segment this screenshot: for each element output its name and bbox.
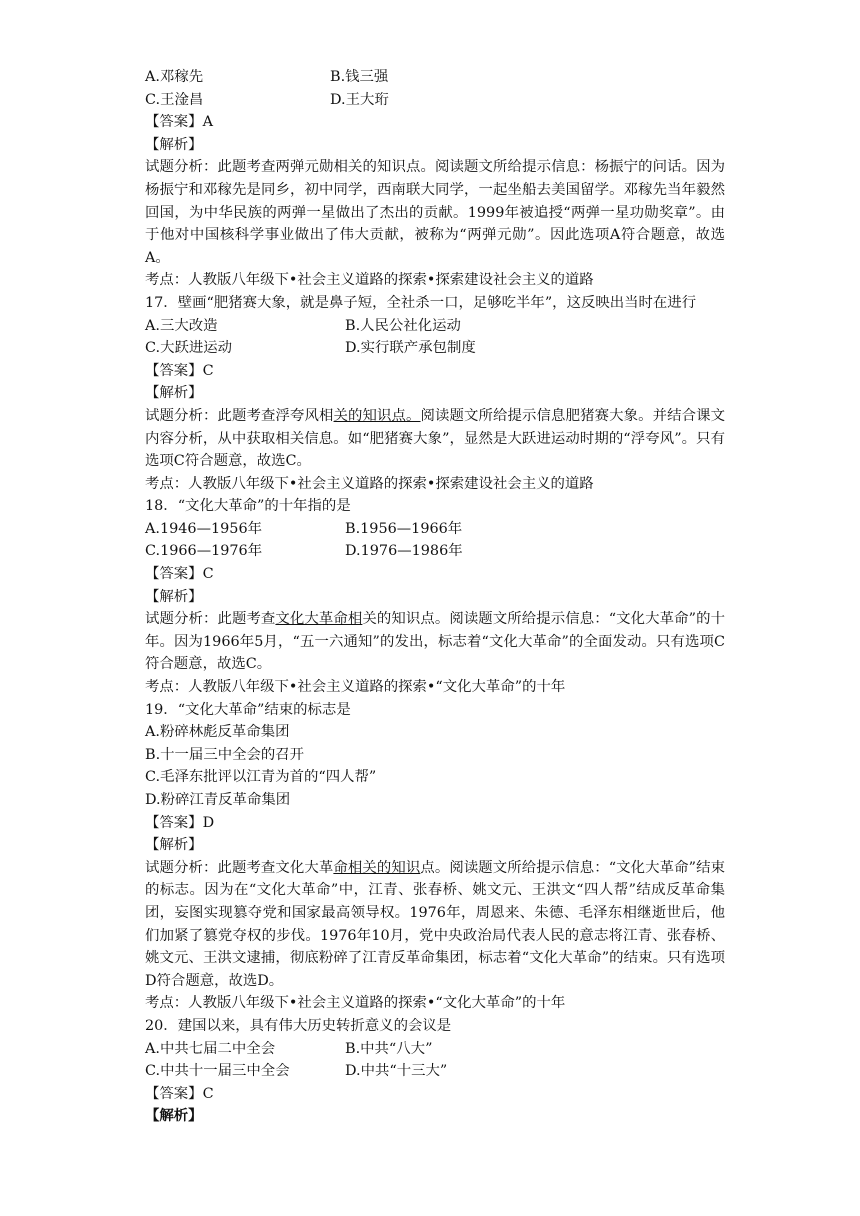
- q19-analysis-post: 点。阅读题文所给提示信息：“文化大革命”结束的标志。因为在“文化大革命”中，江青、张春桥、姚文元、王洪文“四人帮”结成反革命集团，妄图实现篡夺党和国家最高领导权。1976年，周恩来、朱德、毛泽东相继逝世后，他们加紧了篡党夺权的步伐。1976年10月，党中央政治局代表人民的意志将江青、张春桥、姚文元、王洪文逮捕，彻底粉碎了江青反革命集团，标志着“文化大革命”的结束。只有选项D符合题意，故选D。: [145, 859, 725, 989]
- q19-kaodian: 考点：人教版八年级下•社会主义道路的探索•“文化大革命”的十年: [145, 995, 566, 1012]
- q19-stem: 19．“文化大革命”结束的标志是: [145, 701, 351, 718]
- q18-answer: 【答案】C: [145, 566, 214, 583]
- q20-analysis-label: 【解析】: [145, 1107, 203, 1125]
- q16-option-b: B.钱三强: [330, 69, 389, 85]
- q19-option-c: C.毛泽东批评以江青为首的“四人帮”: [145, 769, 377, 786]
- q19-option-b: B.十一届三中全会的召开: [145, 746, 305, 763]
- q16-analysis: 试题分析：此题考查两弹元勋相关的知识点。阅读题文所给提示信息：杨振宁的问话。因为杨振宁和邓稼先是同乡，初中同学，西南联大同学，一起坐船去美国留学。邓稼先当年毅然回国，为中华民族的两弹一星做出了杰出的贡献。1999年被追授“两弹一星功勋奖章”。由于他对中国核科学事业做出了伟大贡献，被称为“两弹元勋”。因此选项A符合题意，故选A。: [145, 159, 725, 266]
- q20-options-row-1: [145, 1038, 725, 1061]
- q20-option-d: D.中共“十三大”: [345, 1063, 448, 1080]
- q19-option-d: D.粉碎江青反革命集团: [145, 792, 291, 808]
- q16-kaodian: 考点：人教版八年级下•社会主义道路的探索•探索建设社会主义的道路: [145, 272, 594, 289]
- q17-options-row-2: [145, 337, 725, 360]
- q17-stem: 17．壁画“肥猪赛大象，就是鼻子短，全社杀一口，足够吃半年”，这反映出当时在进行: [145, 294, 697, 311]
- q17-analysis-post: 阅读题文所给提示信息肥猪赛大象。并结合课文内容分析，从中获取相关信息。如“肥猪赛大象”，显然是大跃进运动时期的“浮夸风”。只有选项C符合题意，故选C。: [145, 407, 725, 470]
- q19-analysis-label: 【解析】: [145, 837, 203, 854]
- q16-options-row-1: [145, 66, 725, 89]
- q18-stem: 18．“文化大革命”的十年指的是: [145, 498, 351, 515]
- q16-options-row-2: [145, 89, 725, 112]
- q17-analysis-label: 【解析】: [145, 385, 203, 402]
- q20-option-c: C.中共十一届三中全会: [145, 1063, 290, 1080]
- q19-analysis-underlined: 命相关的知识: [333, 859, 421, 876]
- q17-answer: 【答案】C: [145, 362, 214, 379]
- q17-analysis-pre: 试题分析：此题考查浮夸风相: [145, 407, 334, 424]
- q18-option-b: B.1956—1966年: [345, 520, 463, 537]
- q18-option-a: A.1946—1956年: [145, 520, 262, 537]
- q16-option-d: D.王大珩: [330, 91, 389, 108]
- q20-answer: 【答案】C: [145, 1085, 214, 1102]
- q18-analysis-underlined: 文化大革命相: [275, 611, 363, 628]
- q19-analysis-pre: 试题分析：此题考查文化大革: [145, 859, 334, 876]
- q18-options-row-2: [145, 540, 725, 563]
- q17-option-a: A.三大改造: [145, 317, 218, 334]
- q17-option-c: C.大跃进运动: [145, 340, 233, 357]
- q17-kaodian: 考点：人教版八年级下•社会主义道路的探索•探索建设社会主义的道路: [145, 475, 594, 492]
- q18-options-row-1: [145, 518, 725, 541]
- q17-analysis: [145, 405, 725, 473]
- q16-answer: 【答案】A: [145, 114, 213, 131]
- q19-analysis: [145, 857, 725, 993]
- q17-option-d: D.实行联产承包制度: [345, 340, 476, 357]
- q18-option-d: D.1976—1986年: [345, 543, 463, 560]
- q17-analysis-underlined: 关的知识点。: [333, 407, 421, 424]
- q18-kaodian: 考点：人教版八年级下•社会主义道路的探索•“文化大革命”的十年: [145, 679, 566, 696]
- document-page: [145, 66, 725, 1128]
- q19-answer: 【答案】D: [145, 814, 215, 831]
- q16-option-c: C.王淦昌: [145, 91, 204, 108]
- q17-option-b: B.人民公社化运动: [345, 317, 461, 334]
- q20-option-a: A.中共七届二中全会: [145, 1040, 276, 1057]
- q18-option-c: C.1966—1976年: [145, 543, 263, 560]
- q19-option-a: A.粉碎林彪反革命集团: [145, 724, 290, 741]
- q18-analysis-pre: 试题分析：此题考查: [145, 611, 276, 628]
- q20-option-b: B.中共“八大”: [345, 1040, 433, 1057]
- q20-stem: 20．建国以来，具有伟大历史转折意义的会议是: [145, 1017, 452, 1034]
- q18-analysis-label: 【解析】: [145, 588, 203, 605]
- q17-options-row-1: [145, 315, 725, 338]
- q18-analysis-post: 关的知识点。阅读题文所给提示信息：“文化大革命”的十年。因为1966年5月，“五一六通知”的发出，标志着“文化大革命”的全面发动。只有选项C符合题意，故选C。: [145, 611, 725, 673]
- q20-options-row-2: [145, 1060, 725, 1083]
- q18-analysis: [145, 608, 725, 676]
- q16-analysis-label: 【解析】: [145, 136, 203, 153]
- q16-option-a: A.邓稼先: [145, 69, 204, 85]
